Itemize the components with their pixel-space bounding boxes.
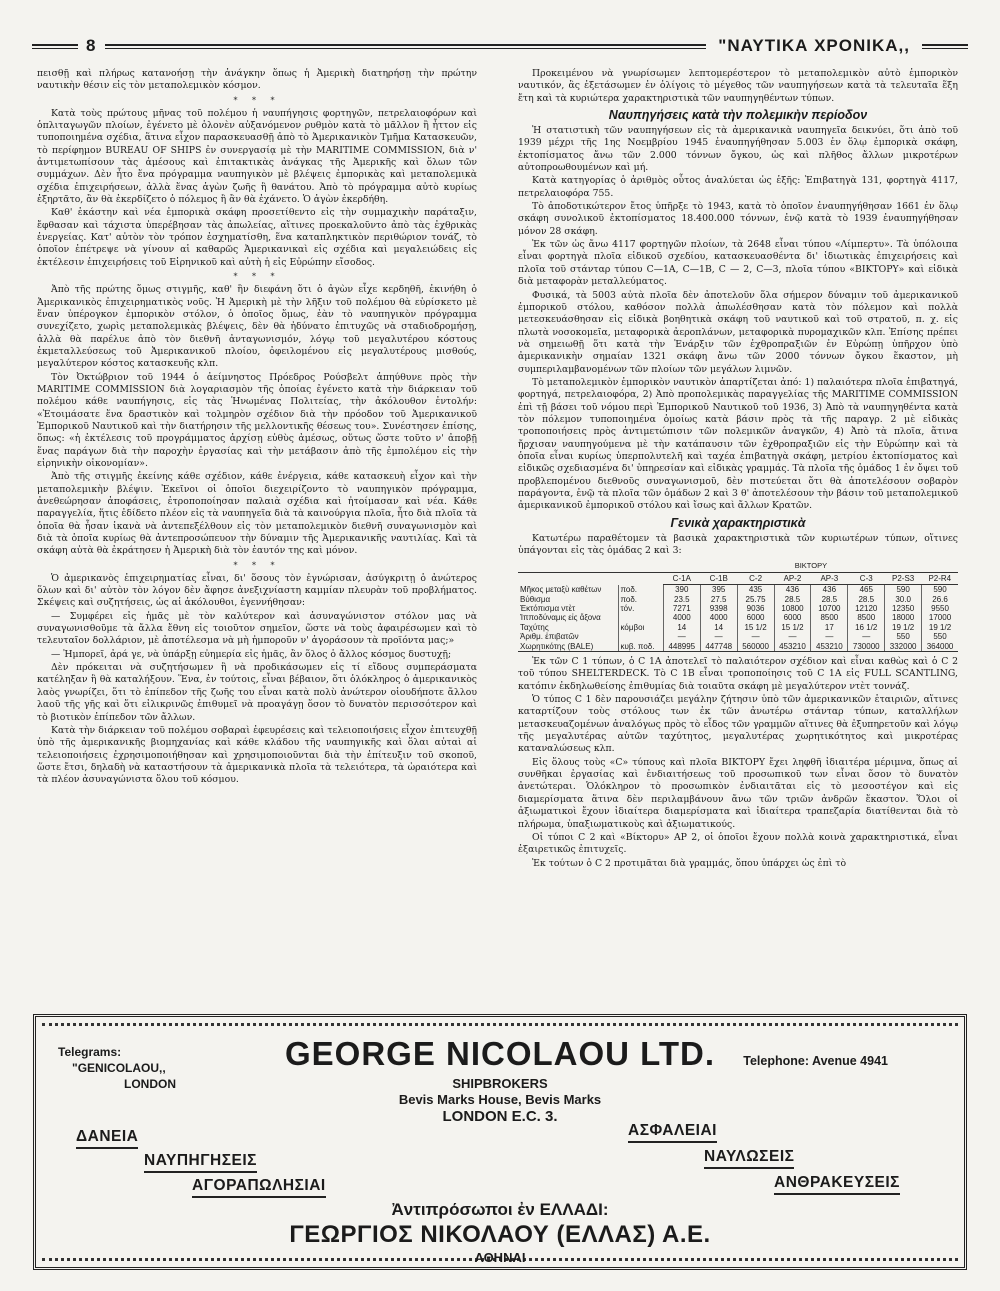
table-cell: 390 (663, 585, 700, 595)
row-label: Ταχύτης (520, 622, 549, 632)
paragraph: Οἱ τύποι C 2 καὶ «Βίκτορυ» AP 2, οἱ ὁποῖοι ἔχουν πολλὰ κοινὰ χαρακτηριστικά, εἶναι ἐξαιρετικῶς ἐπιτυχεῖς. (518, 831, 958, 856)
table-cell: 10700 (811, 604, 848, 613)
table-cell: 14 (700, 623, 737, 632)
table-cell: 19 1/2 (885, 623, 922, 632)
table-cell: 18000 (885, 613, 922, 622)
table-row (518, 604, 958, 613)
ad-frame (42, 1023, 958, 1265)
telegrams-name: "GENICOLAOU,, (72, 1061, 166, 1075)
service-loans: ΔΑΝΕΙΑ (76, 1128, 138, 1149)
table-cell: 6000 (737, 613, 774, 622)
company-name: GEORGE NICOLAOU LTD. (284, 1035, 716, 1072)
paragraph: Προκειμένου νὰ γνωρίσωμεν λεπτομερέστερον τὸ μεταπολεμικὸν αὐτὸ ἐμπορικὸν ναυτικόν, ἂς ἐξετάσωμεν ἐν ὀλίγοις τὸ μέγεθος τῶν ναυπηγήσεων κατὰ τὰ τελευταῖα ἕξη ἔτη καὶ τὰ κυριώτερα χαρακτηριστικὰ τῶν ναυπηγηθέντων τύπων. (518, 68, 958, 104)
paragraph: Ὁ τύπος C 1 δὲν παρουσιάζει μεγάλην ζήτησιν ὑπὸ τῶν ἀμερικανικῶν ἑταιριῶν, αἵτινες καταρτίζουν τοὺς στόλους των ἐκ τῶν ἀνωτέρω στάνταρ τύπων, καταλλήλων μετασκευαζομένων ἀναλόγως πρὸς τὸ εἶδος τῶν γραμμῶν αἵτινες θὰ ἐξυπηρετοῦν καὶ λόγῳ τῆς μεγαλυτέρας αὐτῶν ταχύτητος, μεγαλυτέρας χωρητικότητος καὶ μικροτέρας καταναλώσεως κλπ. (518, 694, 958, 755)
article-column-left (37, 68, 477, 788)
paragraph: Κατὰ τοὺς πρώτους μῆνας τοῦ πολέμου ἡ ναυπήγησις φορτηγῶν, πετρελαιοφόρων καὶ ὁπλιταγωγῶν πλοίων, ἐγένετο μὲ ὁλονὲν αὐξανόμενον ρυθμὸν κατὰ τὸ μᾶλλον ἢ ἧττον εἰς τυποποιημένα σχέδια, ἅτινα εἶχον παρασκευασθῇ ἀπὸ τὸ Ἀμερικανικὸν Τμῆμα Κατασκευῶν, τὸ περίφημον BUREAU OF SHIPS ἐν συνεργασίᾳ μὲ τὴν MARITIME COMMISSION, διὰ ν' ἀντιμετωπίσουν τὰς ἀμέσους καὶ ἐπιτακτικὰς ἀνάγκας τῆς Ἀμερικῆς καὶ ὅλων τῶν συμμάχων. Δὲν ἦτο ἕνα πρόγραμμα ναυπηγικὸν μὲ βλέψεις ἐμπορικὰς καὶ μεταπολεμικὰ σχέδια ἐπιχειρήσεων, ἀλλὰ ἕνας ἀγὼν ζωῆς ἢ θανάτου. Ἀπὸ τὸ πρόγραμμα αὐτὸ κυρίως ἐξηρτᾶτο, ἂν θὰ ἐκερδίζετο ὁ πόλεμος ἢ ἂν θὰ ἐχάνετο. Ὁ ἀγὼν ἐκερδήθη. (37, 107, 477, 206)
paragraph: Κατὰ κατηγορίας ὁ ἀριθμὸς οὗτος ἀναλύεται ὡς ἑξῆς: Ἐπιβατηγὰ 131, φορτηγὰ 4117, πετρελαιοφόρα 755. (518, 175, 958, 199)
table-cell: 30.0 (885, 595, 922, 604)
header-rule-left (32, 44, 78, 49)
table-cell: 453210 (811, 642, 848, 652)
greek-representatives-label: Ἀντιπρόσωποι ἐν ΕΛΛΑΔΙ: (391, 1200, 609, 1219)
paragraph: Εἰς ὅλους τοὺς «C» τύπους καὶ πλοῖα ΒΙΚΤΟΡΥ ἔχει ληφθῆ ἰδιαιτέρα μέριμνα, ὅπως αἱ συνθῆκαι ἐργασίας καὶ ἐνδιαιτήσεως τοῦ προσωπικοῦ των εἶναι ὅσον τὸ δυνατὸν ἀνετώτεραι. Ὁλόκληρον τὸ προσωπικὸν ἐνδιαιτᾶται εἰς τὸ μεσοστέγον καὶ εἰς διαμερίσματα ἅτινα δὲν περιλαμβάνουν ἄνω τῶν τριῶν ἀνδρῶν ἕκαστον. Ὅλοι οἱ ἀξιωματικοὶ ἔχουν ἰδιαίτερα διαμερίσματα καὶ ἰδιαίτερα τραπεζαρία διατίθενται διὰ τὸ πλήρωμα, ὑπαξιωματικοὺς καὶ ἀξιωματικούς. (518, 756, 958, 830)
paragraph: — Ἠμπορεῖ, ἀρά γε, νὰ ὑπάρξῃ εὐημερία εἰς ἡμᾶς, ἂν ὅλος ὁ ἄλλος κόσμος δυστυχῇ; (51, 648, 452, 660)
table-cell: 465 (848, 585, 885, 595)
table-cell: 4000 (700, 613, 737, 622)
table-cell: 15 1/2 (737, 623, 774, 632)
telephone: Telephone: Avenue 4941 (743, 1054, 888, 1068)
column-header: P2-S3 (885, 572, 922, 584)
header-rule-right (922, 44, 968, 49)
table-row (518, 623, 958, 632)
row-unit: κυβ. ποδ. (618, 642, 663, 652)
service-chartering: ΝΑΥΛΩΣΕΙΣ (704, 1148, 794, 1169)
table-cell: 447748 (700, 642, 737, 652)
telegrams-label: Telegrams: (58, 1045, 122, 1059)
row-label: Ἱπποδύναμις εἰς ἄξονα (520, 613, 601, 623)
paragraph: Δὲν πρόκειται νὰ συζητήσωμεν ἢ νὰ προδικάσωμεν εἰς τί εἴδους συμπεράσματα κατέληξαν ἢ θὰ καταλήξουν. Ἕνα, ἐν τούτοις, εἶναι βέβαιον, ὅτι ὁλόκληρος ὁ ἀμερικανικὸς λαὸς γνωρίζει, ὅτι τὸ ἐπίπεδον τῆς ζωῆς του εἶναι κατὰ πολὺ ἀνώτερον οἱουδήποτε ἄλλου λαοῦ τῆς γῆς καὶ ὅτι εἰλικρινῶς ἐπιθυμεῖ νὰ προαγάγῃ ὅσον τὸ δυνατὸν περισσότερον καὶ τὸ βιοτικὸν ἐπίπεδον τῶν ἄλλων. (37, 662, 477, 723)
table-cell: 590 (922, 585, 958, 595)
table-body (518, 585, 958, 652)
table-cell: 6000 (774, 613, 811, 622)
table-cell: 7271 (663, 604, 700, 613)
service-coaling: ΑΝΘΡΑΚΕΥΣΕΙΣ (774, 1174, 900, 1195)
paragraph: Ἡ στατιστικὴ τῶν ναυπηγήσεων εἰς τὰ ἀμερικανικὰ ναυπηγεῖα δεικνύει, ὅτι ἀπὸ τοῦ 1939 μέχρι τῆς 1ης Νοεμβρίου 1945 ἐναυπηγήθησαν 5.003 ἐν ὅλῳ ἐμπορικὰ σκάφη, ἐκτοπίσματος ἄνω τῶν 2.000 τόννων ὄγκου, ὡς καὶ πλῆθος ἄλλων μικροτέρων αὐτοπροωθουμένων καὶ μή. (518, 125, 958, 174)
table-cell: 12120 (848, 604, 885, 613)
table-cell: 590 (885, 585, 922, 595)
table-cell: 730000 (848, 642, 885, 652)
page-header (32, 34, 968, 58)
column-header: C-1A (663, 572, 700, 584)
table-cell: 8500 (848, 613, 885, 622)
column-header: C-1B (700, 572, 737, 584)
service-insurance: ΑΣΦΑΛΕΙΑΙ (628, 1122, 717, 1143)
paragraph: Ἐκ τούτων ὁ C 2 προτιμᾶται διὰ γραμμάς, ὅπου ὑπάρχει ὡς ἐπὶ τὸ (532, 857, 847, 869)
table-row (518, 632, 958, 641)
company-city: LONDON E.C. 3. (442, 1108, 558, 1125)
table-row (518, 613, 958, 622)
greek-representative-name: ΓΕΩΡΓΙΟΣ ΝΙΚΟΛΑΟΥ (ΕΛΛΑΣ) Α.Ε. (289, 1221, 711, 1248)
column-header: C-3 (848, 572, 885, 584)
paragraph: Ἀπὸ τῆς στιγμῆς ἐκείνης κάθε σχέδιον, κάθε ἐνέργεια, κάθε κατασκευὴ εἶχον καὶ τὴν μεταπολεμικὴν βλέψιν. Ἐκεῖνοι οἱ ὁποῖοι διεχειρίζοντο τὸ ναυπηγικὸν πρόγραμμα, ἀνεθεώρησαν ἀποφάσεις, ἐτροποποίησαν παλαιὰ σχέδια καὶ ἠτοίμασαν καὶ νέα. Κάθε παραγγελία, ἥτις ἐδίδετο πλέον εἰς τὰ ναυπηγεῖα διὰ τὰ καινούργια πλοῖα, ἦτο διὰ πλοῖα τὰ ὁποῖα θὰ ἦσαν ἱκανὰ νὰ ἀντεπεξέλθουν εἰς τὸν μεταπολεμικὸν διεθνῆ συναγωνισμὸν καὶ διὰ τὰ ὁποῖα κυρίως θὰ ἀντεπροσώπευον τὴν δύναμιν τῆς Ἀμερικανικῆς ναυτιλίας. Καὶ τὰ σκάφη αὐτὰ θὰ ἐκράτησεν ἡ Ἀμερικὴ διὰ τὸν ἑαυτόν της καὶ μόνον. (37, 471, 477, 557)
paragraph: — Συμφέρει εἰς ἡμᾶς μὲ τὸν καλύτερον καὶ ἀσυναγώνιστον στόλον μας νὰ συναγωνισθοῦμε τὰ ἄλλα ἔθνη εἰς τοιοῦτον σημεῖον, ὥστε νὰ τοὺς ἀφαιρέσωμεν καὶ τὸ τελευταῖον δολλάριον, μὲ ἀποτέλεσμα νὰ μὴ ἠμποροῦν ν' ἀγοράσουν τὰ προϊόντα μας;» (37, 610, 477, 647)
table-cell: 27.5 (700, 595, 737, 604)
paragraph: Ἐκ τῶν C 1 τύπων, ὁ C 1A ἀποτελεῖ τὸ παλαιότερον σχέδιον καὶ εἶναι καθὼς καὶ ὁ C 2 τοῦ τύπου SHELTERDECK. Τὸ C 1B εἶναι τροποποίησις τοῦ C 1A εἰς FULL SCANTLING, κατόπιν ἐκδηλωθείσης ἐπιθυμίας διὰ τοιαῦτα σκάφη μὲ μεγαλύτερον ντὲτ τοννάζ. (518, 656, 958, 692)
paragraph: Καθ' ἑκάστην καὶ νέα ἐμπορικὰ σκάφη προσετίθεντο εἰς τὴν συμμαχικὴν παράταξιν, ἔφθασαν καὶ τάχιστα ὑπερέβησαν τὰς ἀπωλείας, αἵτινες προεκαλοῦντο ἀπὸ τὰς ἐχθρικὰς ἐνεργείας. Κατ' αὐτὸν τὸν τρόπον ἐσχηματίσθη, ἕνα καταπληκτικὸν περιθώριον τονάζ, τὸ ὁποῖον ἐπέτρεψε νὰ γίνουν αἱ καθαρῶς Ἀμερικανικαὶ εἰς σχέδια καὶ μεγαλειώδεις εἰς ἐκτέλεσιν ἐπιχειρήσεις τοῦ Εἰρηνικοῦ καὶ αὐτὴ ἡ εἰς Εὐρώπην εἴσοδος. (37, 207, 477, 268)
paragraph: Ἀπὸ τῆς πρώτης ὅμως στιγμῆς, καθ' ἣν διεφάνη ὅτι ὁ ἀγὼν εἶχε κερδηθῆ, ἐκινήθη ὁ Ἀμερικανικὸς ἐπιχειρηματικὸς νοῦς. Ἡ Ἀμερικὴ μὲ τὴν λῆξιν τοῦ πολέμου θὰ εὑρίσκετο μὲ ἕναν ὑπέρογκον ἐμπορικὸν στόλον, ὁ ὁποῖος ὅμως, ἐὰν τὸ ναυπηγικὸν πρόγραμμα συνεχίζετο, χωρὶς μεταπολεμικὰς βλέψεις, δὲν θὰ ἠδύνατο ἐπιτυχῶς νὰ σταδιοδρομήσῃ, ἀλλὰ θὰ παρέλυε ἀπὸ τὸν διεθνῆ ἀνταγωνισμόν, λόγῳ τοῦ μεγαλυτέρου κόστους ἐκμεταλλεύσεως τοῦ Ἀμερικανικοῦ πλοίου, ὀφειλομένου εἰς μεγαλυτέρους μισθούς, μεγαλύτερον κόστος κατασκευῆς κλπ. (37, 284, 477, 370)
section-divider: * * * (233, 560, 281, 570)
table-cell: 9036 (737, 604, 774, 613)
table-cell: 17000 (922, 613, 958, 622)
paragraph: πεισθῇ καὶ πλήρως κατανοήσῃ τὴν ἀνάγκην ὅπως ἡ Ἀμερικὴ διατηρήσῃ τὴν πρώτην ναυτικὴν θέσιν εἰς τὸν μεταπολεμικὸν κόσμον. (37, 68, 477, 92)
table-cell: 364000 (922, 642, 958, 652)
table-cell: — (774, 632, 811, 641)
table-cell: — (700, 632, 737, 641)
company-address: Bevis Marks House, Bevis Marks (398, 1092, 602, 1107)
table-row (518, 642, 958, 652)
column-header: AP-2 (774, 572, 811, 584)
table-cell: 28.5 (774, 595, 811, 604)
shipbroker-advertisement (33, 1014, 967, 1270)
table-cell: — (848, 632, 885, 641)
table-cell: 16 1/2 (848, 623, 885, 632)
table-group-label: ΒΙΚΤΟΡΥ (774, 560, 848, 572)
row-label: Ἐκτόπισμα ντὲτ (520, 604, 576, 613)
table-header-row (518, 572, 958, 584)
paragraph: Κατὰ τὴν διάρκειαν τοῦ πολέμου σοβαραὶ ἐφευρέσεις καὶ τελειοποιήσεις εἶχον ἐπιτευχθῇ ὑπὸ τῆς ἀμερικανικῆς βιομηχανίας καὶ κάθε κλάδου τῆς ναυπηγικῆς καὶ ὅλαι αὐταὶ αἱ τελειοποιήσεις ἐχρησιμοποιήθησαν καὶ χρησιμοποιοῦνται διὰ τὴν ἐπίτευξιν τοῦ σκοποῦ, ὥστε ἔτσι, δηλαδὴ νὰ καταστήσουν τὰ ἀμερικανικὰ πλοῖα τὰ τελειότερα, τὰ ὡραιότερα καὶ τὰ πλέον ἀσυναγώνιστα ὅλου τοῦ κόσμου. (37, 724, 477, 786)
column-header: P2-R4 (922, 572, 958, 584)
table-cell: — (663, 632, 700, 641)
table-cell: 550 (922, 632, 958, 641)
publication-name: "ΝΑΥΤΙΚΑ ΧΡΟΝΙΚΑ,, (718, 36, 910, 55)
ship-specs-table (518, 560, 958, 652)
paragraph: Ἐκ τῶν ὡς ἄνω 4117 φορτηγῶν πλοίων, τὰ 2648 εἶναι τύπου «Λίμπερτυ». Τὰ ὑπόλοιπα εἶναι φορτηγὰ πλοῖα εἰδικοῦ σχεδίου, κατασκευασθέντα δι' ἰδιωτικὰς ἐπιχειρήσεις καὶ πλοῖα τοῦ στάνταρ τύπου C—1A, C—1B, C — 2, C—3, πλοῖα τύπου «ΒΙΚΤΟΡΥ» καὶ εἰδικὰ διὰ μεταφορὰν μεταλλεύματος. (518, 239, 958, 288)
table-cell: — (737, 632, 774, 641)
service-shipbuilding: ΝΑΥΠΗΓΗΣΕΙΣ (144, 1152, 257, 1173)
article-column-right (518, 68, 958, 871)
row-label: Βύθισμα (520, 594, 551, 604)
service-sales: ΑΓΟΡΑΠΩΛΗΣΙΑΙ (192, 1177, 326, 1198)
section-heading: Ναυπηγήσεις κατὰ τὴν πολεμικὴν περίοδον (608, 108, 868, 123)
table-cell: 25.75 (737, 595, 774, 604)
table-cell: 9398 (700, 604, 737, 613)
table-cell: 560000 (737, 642, 774, 652)
company-role: SHIPBROKERS (452, 1076, 548, 1091)
section-heading: Γενικὰ χαρακτηριστικὰ (670, 515, 806, 530)
table-cell: 550 (885, 632, 922, 641)
page-number: 8 (86, 36, 96, 55)
column-header: C-2 (737, 572, 774, 584)
column-header: AP-3 (811, 572, 848, 584)
row-label: Μῆκος μεταξὺ καθέτων (520, 584, 602, 594)
table-cell: 12350 (885, 604, 922, 613)
table-cell: — (811, 632, 848, 641)
table-cell: 4000 (663, 613, 700, 622)
paragraph: Τὸ ἀποδοτικώτερον ἔτος ὑπῆρξε τὸ 1943, κατὰ τὸ ὁποῖον ἐναυπηγήθησαν 1661 ἐν ὅλῳ σκάφη συνολικοῦ ἐκτοπίσματος 18.400.000 τόννων, ἐνῷ κατὰ τὸ 1939 ἐναυπηγήθησαν μόνον 28 σκάφη. (518, 201, 958, 237)
table-cell: 435 (737, 585, 774, 595)
table-cell: 453210 (774, 642, 811, 652)
section-divider: * * * (233, 272, 281, 282)
paragraph: Φυσικά, τὰ 5003 αὐτὰ πλοῖα δὲν ἀποτελοῦν ὅλα σήμερον δύναμιν τοῦ ἀμερικανικοῦ ἐμπορικοῦ στόλου, καθόσον πολλὰ ἀπωλέσθησαν κατὰ τὸν πόλεμον καὶ πολλὰ μετεσκευάσθησαν εἰς εἰδικὰ βοηθητικὰ σκάφη τοῦ ναυτικοῦ καὶ τοῦ στρατοῦ, π. χ. εἰς πλωτὰ νοσοκομεῖα, μεταφορικὰ ἀεροπλάνων, μεταφορικὰ πυρομαχικῶν κλπ. Ἐπίσης πρέπει νὰ σημειωθῇ ὅτι κατὰ τὴν Ἐνάρξιν τῶν ἐχθροπραξιῶν ἐν Εὐρώπῃ ὑπῆρχον ὑπὸ ἀμερικανικὴν σημαίαν 1321 σκάφη ἄνω τῶν 2000 τόννων ὄγκου ἕκαστον, μὴ συμπεριλαμβανομένων τῶν πλοίων τῶν μεγάλων λιμνῶν. (518, 289, 958, 375)
paragraph: Τὸ μεταπολεμικὸν ἐμπορικὸν ναυτικὸν ἀπαρτίζεται ἀπό: 1) παλαιότερα πλοῖα ἐπιβατηγά, φορτηγά, πετρελαιοφόρα, 2) Ἀπὸ προπολεμικὰς παραγγελίας τῆς MARITIME COMMISSION ἐπὶ τῇ βάσει τοῦ νόμου περὶ Ἐμπορικοῦ Ναυτικοῦ τοῦ 1936, 3) Ἀπὸ τὰ ναυπηγηθέντα κατὰ τὸν πόλεμον τυποποιημένα ὁμοίως κατὰ βάσιν πρὸς τὰ τῆς παραγρ. 2 μὲ εἰδικὰς τροποποιήσεις πρὸς ἀντιμετώπισιν τῶν πολεμικῶν ἀναγκῶν, 4) Ἀπὸ τὰ πλοῖα, ἅτινα ἤρχισαν ναυπηγούμενα μὲ τὴν κατάπαυσιν τῶν ἐχθροπραξιῶν εἰς τὴν Εὐρώπην καὶ τὰ ὁποῖα εἶναι κυρίως ὑπερπολυτελῆ καὶ ταχέα ἐπιβατηγὰ σκάφη, μετρίου ἐκτοπίσματος καὶ εἰδικῶς σχεδιασμένα δι' ὑπηρεσίαν καὶ εἰδικὰς γραμμάς. Τὰ πλοῖα τῆς ὁμάδος 1 ἐν ὄψει τοῦ προβλεπομένου διεθνοῦς συναγωνισμοῦ, δὲν πιστεύεται ὅτι θὰ ἀποτελέσουν σοβαρὸν παράγοντα, ἐνῷ τὰ πλοῖα τῶν ὁμάδων 2 καὶ 3 θ' ἀποτελέσουν τὴν βάσιν τοῦ μεταπολεμικοῦ ἀμερικανικοῦ ἐμπορικοῦ στόλου καὶ ἴσως καὶ ἄλλων Κρατῶν. (518, 376, 958, 512)
table-row (518, 585, 958, 595)
row-unit: ποδ. (618, 595, 663, 604)
table-cell: 17 (811, 623, 848, 632)
table-cell: 14 (663, 623, 700, 632)
row-unit: τόν. (618, 604, 663, 613)
header-rule-middle (105, 44, 706, 49)
row-label: Χωρητικότης (BALE) (518, 642, 618, 652)
table-group-row (518, 560, 958, 572)
table-cell: 9550 (922, 604, 958, 613)
table-row (518, 595, 958, 604)
table-cell: 23.5 (663, 595, 700, 604)
greek-representative-city: ΑΘΗΝΑΙ (474, 1250, 526, 1265)
table-cell: 436 (811, 585, 848, 595)
table-cell: 436 (774, 585, 811, 595)
table-cell: 26.6 (922, 595, 958, 604)
row-label: Ἀριθμ. ἐπιβατῶν (520, 632, 579, 642)
table-cell: 19 1/2 (922, 623, 958, 632)
telegrams-city: LONDON (124, 1077, 176, 1091)
table-cell: 8500 (811, 613, 848, 622)
table-cell: 332000 (885, 642, 922, 652)
table-cell: 28.5 (811, 595, 848, 604)
paragraph: Τὸν Ὀκτώβριον τοῦ 1944 ὁ ἀείμνηστος Πρόεδρος Ρούσβελτ ἀπηύθυνε πρὸς τὴν MARITIME COMMISSION διὰ λογαριασμὸν τῆς ὁποίας ἐγένετο κατὰ τὴν διάρκειαν τοῦ πολέμου κάθε ναυπήγησις, εἰς τὰς Ἡνωμένας Πολιτείας, τὴν ἀκόλουθον ἐντολήν: «Ἑτοιμάσατε ἕνα δραστικὸν καὶ τολμηρὸν σχέδιον διὰ τὴν πρόοδον τοῦ Ἀμερικανικοῦ Ἐμπορικοῦ Ναυτικοῦ καὶ τὴν διατήρησιν τῆς μελλοντικῆς θέσεως του». Συνέστησεν ἐπίσης, ὅπως: «ἡ ἐκτέλεσις τοῦ προγράμματος ἀρχίσῃ εὐθὺς ἀμέσως, οὕτως ὥστε τοῦτο ν' ἀποβῇ ἕνας παράγων διὰ τὴν παροχὴν ἐργασίας καὶ τὴν μετάβασιν ἀπὸ τῆς ἐμπολέμου εἰς τὴν εἰρηνικὴν οἰκονομίαν». (37, 371, 477, 469)
table-cell: 10800 (774, 604, 811, 613)
table-cell: 15 1/2 (774, 623, 811, 632)
table-cell: 395 (700, 585, 737, 595)
table-cell: 448995 (663, 642, 700, 652)
table-cell: 28.5 (848, 595, 885, 604)
row-unit: κόμβοι (618, 623, 663, 632)
paragraph: Ὁ ἀμερικανὸς ἐπιχειρηματίας εἶναι, δι' ὅσους τὸν ἐγνώρισαν, ἀσύγκριτῃ ὁ ἀνώτερος ὅλων καὶ δι' αὐτὸν τὸν λόγον δὲν ἄφησε ἀνεξιχνίαστη καμμίαν πλευρὰν τοῦ προβλήματος. Σκέψεις καὶ συζητήσεις, ὡς αἱ ἀκόλουθοι, ἐγεννήθησαν: (37, 572, 477, 609)
row-unit (618, 613, 663, 622)
row-unit (618, 632, 663, 641)
paragraph: Κατωτέρω παραθέτομεν τὰ βασικὰ χαρακτηριστικὰ τῶν κυριωτέρων τύπων, οἵτινες ὑπάγονται εἰς τὰς ὁμάδας 2 καὶ 3: (518, 532, 958, 557)
row-unit: ποδ. (618, 585, 663, 595)
section-divider: * * * (233, 95, 281, 105)
